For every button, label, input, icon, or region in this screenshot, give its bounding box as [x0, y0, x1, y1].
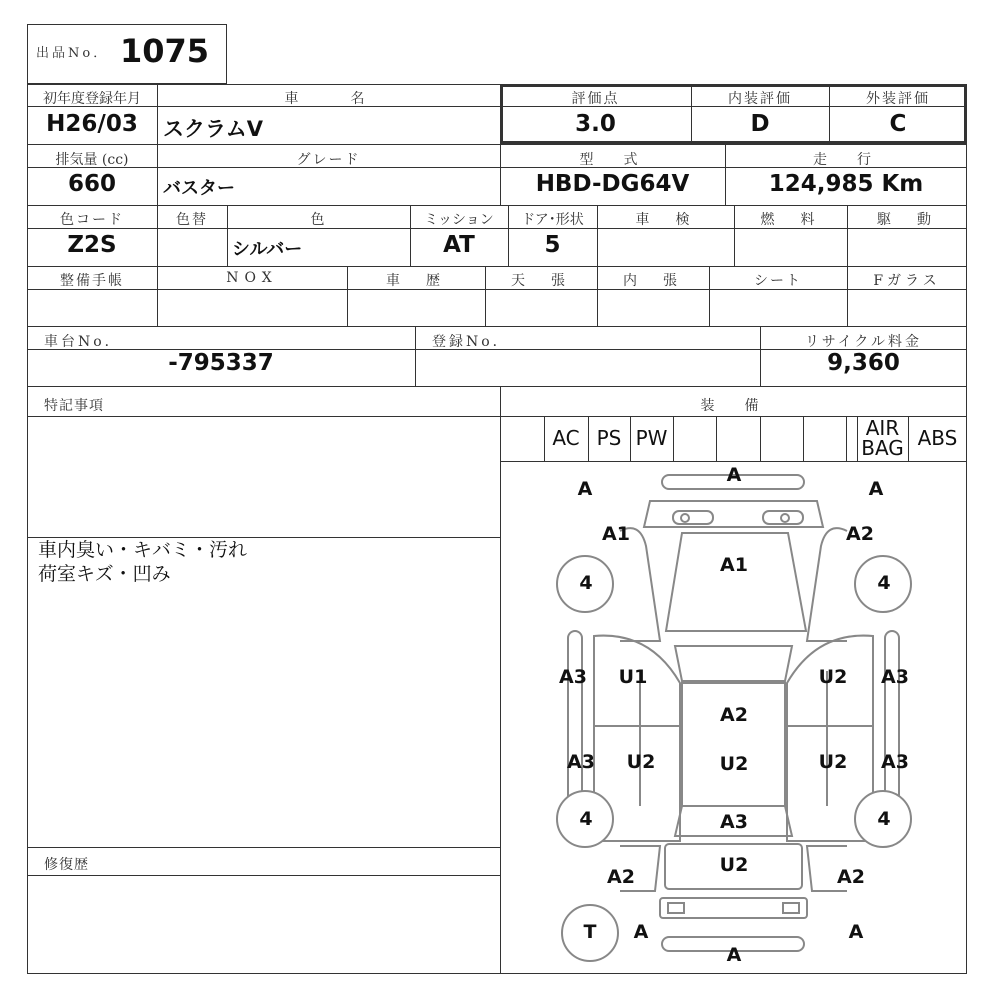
dmg-right-front-tire: 4: [877, 572, 891, 594]
drive-label: 駆 動: [877, 212, 937, 228]
dmg-front-left-corner: A: [577, 478, 593, 500]
color-value: シルバー: [232, 239, 303, 260]
dmg-hood: A1: [720, 554, 748, 576]
dmg-right-fender-top: A2: [846, 523, 874, 545]
grade-label: グレード: [296, 152, 361, 168]
nox-label: NOX: [226, 270, 278, 286]
exterior-label: 外装評価: [866, 91, 930, 107]
model-label: 型 式: [579, 152, 646, 168]
history-label: 車 歴: [386, 273, 446, 289]
dmg-rear-roof: A3: [720, 811, 748, 833]
grade-value: バスター: [163, 178, 235, 199]
dmg-left-rear-door: U2: [626, 751, 656, 773]
inspection-label: 車 検: [635, 212, 696, 228]
dmg-left-pillar-front: A3: [559, 666, 587, 688]
dmg-rear-right-corner: A: [848, 921, 864, 943]
repaint-label: 色替: [176, 212, 208, 228]
mission-value: AT: [443, 232, 475, 258]
chassis-label: 車台No．: [44, 334, 122, 350]
chassis-value: -795337: [168, 350, 274, 376]
dmg-left-rear-tire: 4: [579, 808, 593, 830]
door-value: 5: [544, 232, 561, 258]
displacement-value: 660: [67, 171, 116, 197]
recycle-label: リサイクル料金: [804, 334, 923, 350]
model-value: HBD-DG64V: [535, 171, 690, 197]
notes-label: 特記事項: [44, 398, 104, 414]
dmg-roof: A2: [720, 704, 748, 726]
equipment-item: PS: [596, 426, 622, 450]
interior-label: 内装評価: [728, 91, 792, 107]
dmg-rear-left-corner: A: [633, 921, 649, 943]
dmg-rear-bumper: A: [726, 944, 742, 966]
score-label: 評価点: [571, 91, 620, 107]
exterior-value: C: [889, 111, 907, 137]
dmg-right-pillar-front: A3: [881, 666, 909, 688]
mileage-label: 走 行: [813, 152, 879, 168]
reg-date-label: 初年度登録年月: [43, 91, 141, 107]
car-name-label: 車 名: [284, 91, 373, 107]
equipment-label: 装 備: [700, 398, 767, 414]
lot-label: 出品No．: [36, 46, 110, 61]
lot-number: 1075: [120, 32, 210, 70]
score-value: 3.0: [575, 111, 616, 137]
recycle-value: 9,360: [827, 350, 900, 376]
dmg-right-rear-door: U2: [818, 751, 848, 773]
front-glass-label: Fガラス: [873, 273, 941, 289]
ceiling-label: 天 張: [511, 273, 571, 289]
color-label: 色: [310, 212, 327, 228]
color-code-value: Z2S: [67, 232, 117, 258]
door-label: ドア･形状: [521, 212, 584, 228]
dmg-right-rear-fender: A2: [837, 866, 865, 888]
dmg-right-front-door: U2: [818, 666, 848, 688]
car-name-value: スクラムV: [163, 117, 264, 141]
seat-label: シート: [754, 273, 802, 289]
note-line-2: 荷室キズ・凹み: [38, 563, 171, 585]
dmg-back-door: U2: [719, 854, 749, 876]
note-line-1: 車内臭い・キバミ・汚れ: [38, 539, 248, 561]
displacement-label: 排気量 (cc): [55, 152, 129, 168]
dmg-left-fender-top: A1: [602, 523, 630, 545]
equipment-item: ABS: [917, 426, 958, 450]
dmg-left-front-tire: 4: [579, 572, 593, 594]
dmg-right-rear-tire: 4: [877, 808, 891, 830]
mission-label: ミッション: [424, 212, 494, 228]
mileage-value: 124,985 Km: [768, 171, 924, 197]
dmg-right-pillar-rear: A3: [881, 751, 909, 773]
dmg-roof-rear: U2: [719, 753, 749, 775]
fuel-label: 燃 料: [760, 212, 821, 228]
equipment-item: AC: [552, 426, 580, 450]
interior-value: D: [750, 111, 770, 137]
reg-date-value: H26/03: [46, 111, 138, 137]
inner-panel-label: 内 張: [623, 273, 683, 289]
dmg-left-front-door: U1: [618, 666, 648, 688]
repair-history-label: 修復歴: [44, 857, 89, 873]
equipment-item: AIR BAG: [861, 416, 904, 460]
dmg-left-rear-fender: A2: [607, 866, 635, 888]
dmg-front-right-corner: A: [868, 478, 884, 500]
equipment-item: PW: [635, 426, 668, 450]
dmg-spare-tire: T: [583, 921, 597, 943]
maintenance-label: 整備手帳: [60, 273, 124, 289]
color-code-label: 色コード: [60, 212, 124, 228]
dmg-left-pillar-rear: A3: [567, 751, 595, 773]
registration-label: 登録No．: [432, 334, 510, 350]
dmg-front-bumper: A: [726, 464, 742, 486]
